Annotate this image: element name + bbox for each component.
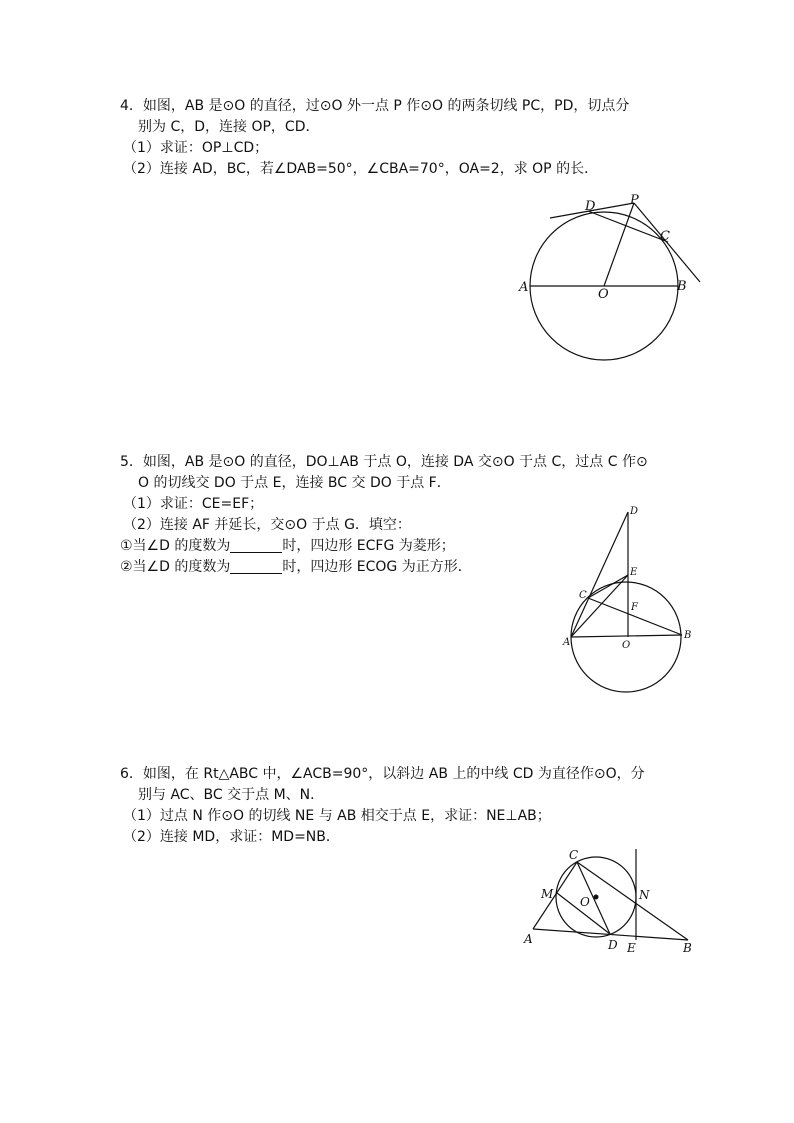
label-p: P <box>630 193 639 208</box>
segment-ac <box>533 862 577 929</box>
label-d: D <box>585 199 596 214</box>
segment-cb <box>577 862 688 940</box>
answer-blank-2[interactable] <box>230 559 282 574</box>
segment-ae <box>571 575 628 637</box>
label-d: D <box>630 506 639 517</box>
label-o: O <box>622 640 631 651</box>
problem-5-statement-line1: 5．如图，AB 是⊙O 的直径，DO⊥AB 于点 O，连接 DA 交⊙O 于点 C，过点 C 作⊙ <box>120 454 648 470</box>
fill2-prefix: ②当∠D 的度数为 <box>120 559 231 575</box>
label-c: C <box>569 848 579 862</box>
problem-6-statement-line1: 6．如图，在 Rt△ABC 中，∠ACB=90°，以斜边 AB 上的中线 CD 为直径作⊙O，分 <box>120 766 645 782</box>
problem-4 <box>120 96 680 180</box>
label-c: C <box>579 590 587 601</box>
label-a: A <box>563 637 571 648</box>
label-e: E <box>627 941 636 955</box>
problem-6-part1: （1）过点 N 作⊙O 的切线 NE 与 AB 相交于点 E，求证：NE⊥AB； <box>123 808 551 824</box>
problem-4-statement-line2: 别为 C，D，连接 OP，CD． <box>138 119 320 135</box>
label-o: O <box>580 895 590 909</box>
label-b: B <box>677 279 687 294</box>
segment-op <box>604 203 634 286</box>
label-e: E <box>630 567 638 578</box>
problem-4-statement-line1: 4．如图，AB 是⊙O 的直径，过⊙O 外一点 P 作⊙O 的两条切线 PC，PD，切点分 <box>120 98 630 114</box>
problem-6-figure <box>520 845 700 957</box>
segment-da <box>571 512 628 637</box>
problem-4-figure <box>510 190 710 365</box>
problem-6-part2: （2）连接 MD，求证：MD=NB． <box>123 829 340 845</box>
problem-6-statement-line2: 别与 AC、BC 交于点 M、N． <box>138 787 325 803</box>
label-b: B <box>683 941 692 955</box>
label-a: A <box>519 280 529 295</box>
label-d: D <box>608 938 618 952</box>
center-dot-o <box>594 895 599 900</box>
fill1-suffix: 时，四边形 ECFG 为菱形； <box>282 538 455 554</box>
problem-6 <box>120 764 680 848</box>
problem-4-part2: （2）连接 AD，BC，若∠DAB=50°，∠CBA=70°，OA=2，求 OP 的长． <box>123 161 599 177</box>
problem-4-part1: （1）求证：OP⊥CD； <box>123 140 269 156</box>
label-o: O <box>598 287 609 302</box>
answer-blank-1[interactable] <box>230 538 282 553</box>
problem-5-statement-line2: O 的切线交 DO 于点 E，连接 BC 交 DO 于点 F． <box>138 475 451 491</box>
label-a: A <box>524 932 533 946</box>
problem-5-figure <box>556 500 706 700</box>
segment-ab <box>571 635 682 637</box>
label-f: F <box>631 602 638 613</box>
label-n: N <box>639 888 650 902</box>
fill2-suffix: 时，四边形 ECOG 为正方形． <box>282 559 472 575</box>
fill1-prefix: ①当∠D 的度数为 <box>120 538 231 554</box>
problem-5-part2: （2）连接 AF 并延长，交⊙O 于点 G．填空： <box>123 517 411 533</box>
problem-5-part1: （1）求证：CE=EF； <box>123 496 264 512</box>
label-m: M <box>541 887 554 901</box>
label-b: B <box>684 630 692 641</box>
label-c: C <box>660 229 670 244</box>
